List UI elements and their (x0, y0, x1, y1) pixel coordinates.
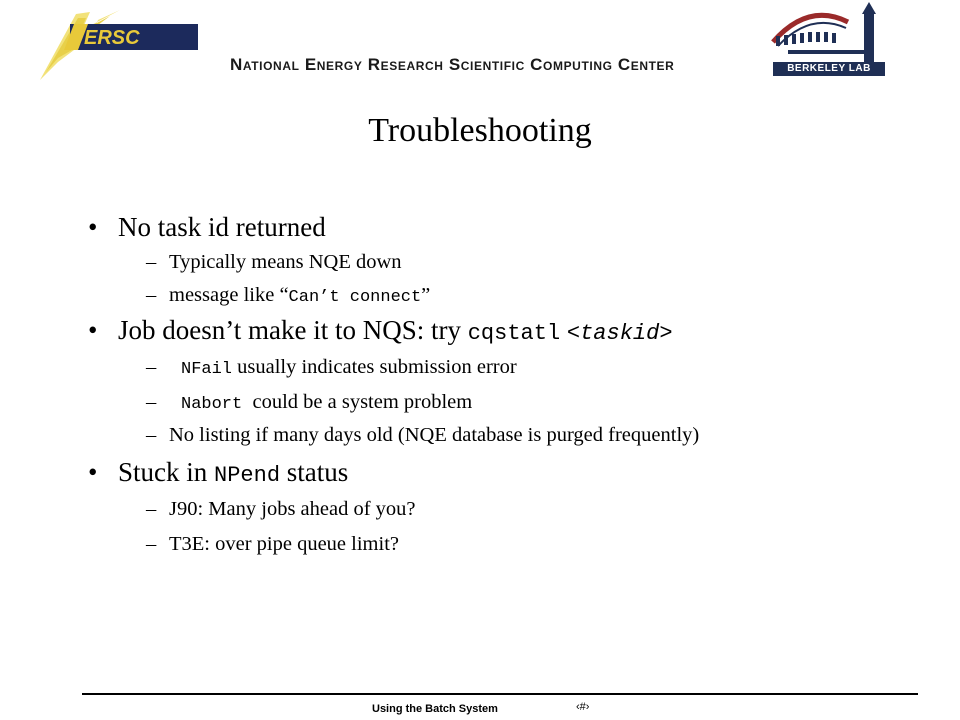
bullet-prefix: Stuck in (118, 457, 215, 487)
sub-bullet-suffix: ” (421, 284, 431, 306)
bullet-marker: • (88, 457, 98, 487)
bullet-marker: • (88, 315, 98, 345)
bullet-text (118, 457, 348, 488)
slide-title: Troubleshooting (368, 112, 592, 149)
bullet-item (88, 457, 948, 488)
nersc-logo-text: ERSC (84, 27, 140, 49)
dash-marker: – (146, 356, 157, 378)
footer-divider (82, 693, 918, 695)
bullet-text (118, 315, 673, 346)
bullet-suffix: status (280, 457, 349, 487)
slide-number: ‹#› (576, 701, 590, 713)
sub-bullet-text (169, 356, 517, 379)
sub-bullet-text (169, 391, 472, 414)
berkeley-lab-label: BERKELEY LAB (773, 62, 885, 76)
sub-bullet-item (88, 533, 948, 556)
sub-bullet-item (88, 284, 948, 307)
bullet-list (88, 212, 948, 556)
code-text: cqstatl (467, 321, 561, 346)
code-text: Can’t connect (288, 288, 422, 307)
bullet-prefix: Job doesn’t make it to NQS: try (118, 315, 468, 345)
sub-bullet-item (88, 424, 948, 447)
dash-marker: – (146, 424, 157, 446)
sub-bullet-text: Typically means NQE down (169, 251, 402, 273)
code-arg: <taskid> (566, 321, 673, 346)
org-name-text: National Energy Research Scientific Computing Center (230, 55, 675, 74)
sub-bullet-body: could be a system problem (252, 391, 473, 413)
sub-bullet-text: No listing if many days old (NQE database is purged frequently) (169, 424, 700, 446)
sub-bullet-item (88, 356, 948, 379)
sub-bullet-text: T3E: over pipe queue limit? (169, 533, 399, 555)
sub-bullet-item (88, 498, 948, 521)
sub-bullet-body: usually indicates submission error (232, 356, 517, 378)
sub-bullet-text (169, 284, 430, 307)
bullet-text: No task id returned (118, 212, 326, 242)
dash-marker: – (146, 284, 157, 306)
sub-bullet-item (88, 391, 948, 414)
sub-bullet-prefix: message like “ (169, 284, 289, 306)
footer-title: Using the Batch System (372, 703, 498, 715)
dash-marker: – (146, 498, 157, 520)
code-text: Nabort (181, 395, 243, 414)
bullet-marker: • (88, 212, 98, 242)
dash-marker: – (146, 533, 157, 555)
sub-bullet-text: J90: Many jobs ahead of you? (169, 498, 416, 520)
code-text: NFail (181, 360, 233, 379)
bullet-item (88, 212, 948, 243)
sub-bullet-item (88, 251, 948, 274)
org-name (230, 55, 674, 75)
dash-marker: – (146, 251, 157, 273)
nersc-logo (28, 2, 198, 82)
bullet-item (88, 315, 948, 346)
code-text: NPend (214, 463, 281, 488)
dash-marker: – (146, 391, 157, 413)
